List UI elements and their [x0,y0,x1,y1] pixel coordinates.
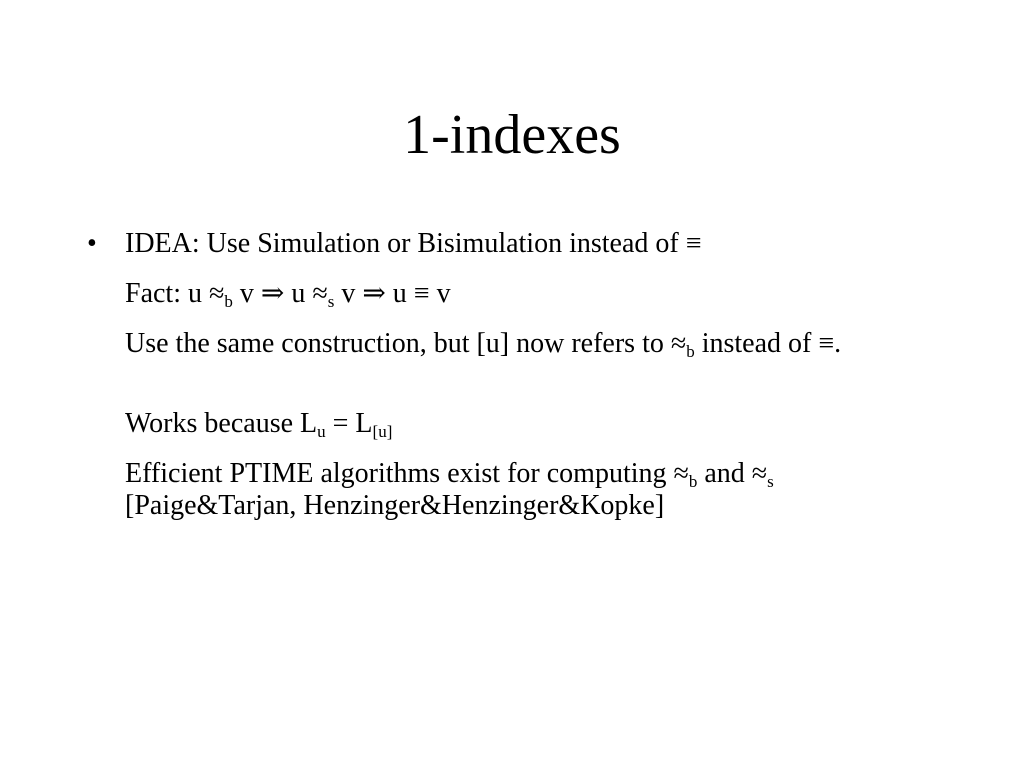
construction-sub-b: b [686,342,695,361]
bullet-idea [87,228,945,260]
works-sub-u: u [317,422,326,441]
bullet-dot: • [87,228,97,259]
construction-tail: instead of ≡. [694,328,842,359]
works-middle: = L [325,408,373,439]
construction-line [125,328,945,360]
efficient-sub-b: b [688,472,698,491]
idea-text: IDEA: Use Simulation or Bisimulation instead of ≡ [125,228,702,259]
fact-prefix: Fact: u ≈ [125,278,225,309]
fact-tail: v ⇒ u ≡ v [334,278,451,309]
fact-line [125,278,945,310]
fact-sub-b: b [224,292,233,311]
construction-prefix: Use the same construction, but [u] now refers to ≈ [125,328,687,359]
fact-middle: v ⇒ u ≈ [232,278,328,309]
fact-sub-s: s [327,292,335,311]
works-line [125,408,945,440]
efficient-middle: and ≈ [697,458,768,489]
efficient-citation: [Paige&Tarjan, Henzinger&Henzinger&Kopke] [125,490,665,521]
efficient-line [125,458,945,522]
slide-title: 1-indexes [403,104,621,166]
efficient-sub-s: s [767,472,774,491]
slide-body [87,228,945,540]
works-sub-bracket-u: [u] [372,422,393,441]
works-prefix: Works because L [125,408,318,439]
spacer [125,378,945,408]
efficient-prefix: Efficient PTIME algorithms exist for computing ≈ [125,458,689,489]
